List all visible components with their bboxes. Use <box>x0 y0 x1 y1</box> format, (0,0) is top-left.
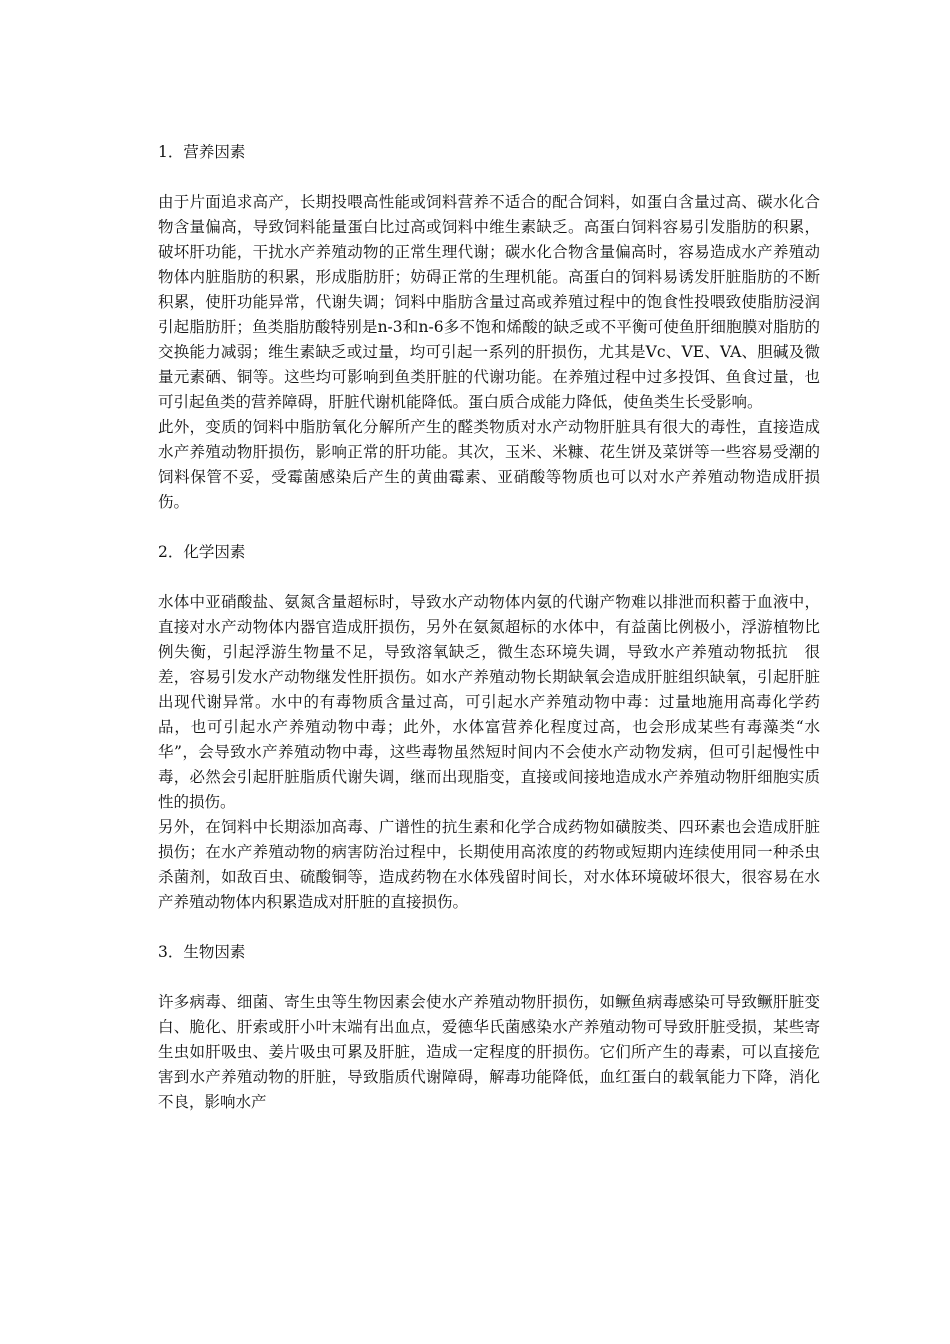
paragraph: 另外，在饲料中长期添加高毒、广谱性的抗生素和化学合成药物如磺胺类、四环素也会造成肝脏损伤；在水产养殖动物的病害防治过程中，长期使用高浓度的药物或短期内连续使用同一种杀虫杀菌剂，如敌百虫、硫酸铜等，造成药物在水体残留时间长，对水体环境破坏很大，很容易在水产养殖动物体内积累造成对肝脏的直接损伤。 <box>158 818 820 911</box>
paragraph: 此外，变质的饲料中脂肪氧化分解所产生的醛类物质对水产动物肝脏具有很大的毒性，直接造成水产养殖动物肝损伤，影响正常的肝功能。其次，玉米、米糠、花生饼及菜饼等一些容易受潮的饲料保管不妥，受霉菌感染后产生的黄曲霉素、亚硝酸等物质也可以对水产养殖动物造成肝损伤。 <box>158 418 820 511</box>
section-heading: 2．化学因素 <box>158 543 246 561</box>
section-heading: 1．营养因素 <box>158 143 246 161</box>
section-chemical <box>158 540 820 915</box>
document-page <box>158 140 820 1115</box>
section-heading: 3．生物因素 <box>158 943 246 961</box>
section-biological <box>158 940 820 1115</box>
paragraph: 许多病毒、细菌、寄生虫等生物因素会使水产养殖动物肝损伤，如鳜鱼病毒感染可导致鳜肝脏变白、脆化、肝索或肝小叶末端有出血点，爱德华氏菌感染水产养殖动物可导致肝脏受损，某些寄生虫如肝吸虫、姜片吸虫可累及肝脏，造成一定程度的肝损伤。它们所产生的毒素，可以直接危害到水产养殖动物的肝脏，导致脂质代谢障碍，解毒功能降低，血红蛋白的载氧能力下降，消化不良，影响水产 <box>158 993 820 1111</box>
paragraph: 水体中亚硝酸盐、氨氮含量超标时，导致水产动物体内氨的代谢产物难以排泄而积蓄于血液中，直接对水产动物体内器官造成肝损伤，另外在氨氮超标的水体中，有益菌比例极小，浮游植物比例失衡，引起浮游生物量不足，导致溶氧缺乏，微生态环境失调，导致水产养殖动物抵抗 很差，容易引发水产动物继发性肝损伤。如水产养殖动物长期缺氧会造成肝脏组织缺氧，引起肝脏出现代谢异常。水中的有毒物质含量过高，可引起水产养殖动物中毒：过量地施用高毒化学药品，也可引起水产养殖动物中毒；此外，水体富营养化程度过高，也会形成某些有毒藻类“水华”，会导致水产养殖动物中毒，这些毒物虽然短时间内不会使水产动物发病，但可引起慢性中毒，必然会引起肝脏脂质代谢失调，继而出现脂变，直接或间接地造成水产养殖动物肝细胞实质性的损伤。 <box>158 593 820 811</box>
paragraph: 由于片面追求高产，长期投喂高性能或饲料营养不适合的配合饲料，如蛋白含量过高、碳水化合物含量偏高，导致饲料能量蛋白比过高或饲料中维生素缺乏。高蛋白饲料容易引发脂肪的积累，破坏肝功能，干扰水产养殖动物的正常生理代谢；碳水化合物含量偏高时，容易造成水产养殖动物体内脏脂肪的积累，形成脂肪肝；妨碍正常的生理机能。高蛋白的饲料易诱发肝脏脂肪的不断积累，使肝功能异常，代谢失调；饲料中脂肪含量过高或养殖过程中的饱食性投喂致使脂肪浸润引起脂肪肝；鱼类脂肪酸特别是n-3和n-6多不饱和烯酸的缺乏或不平衡可使鱼肝细胞膜对脂肪的交换能力减弱；维生素缺乏或过量，均可引起一系列的肝损伤，尤其是Vc、VE、VA、胆碱及微量元素硒、铜等。这些均可影响到鱼类肝脏的代谢功能。在养殖过程中过多投饵、鱼食过量，也可引起鱼类的营养障碍，肝脏代谢机能降低。蛋白质合成能力降低，使鱼类生长受影响。 <box>158 193 820 411</box>
section-nutrition <box>158 140 820 515</box>
